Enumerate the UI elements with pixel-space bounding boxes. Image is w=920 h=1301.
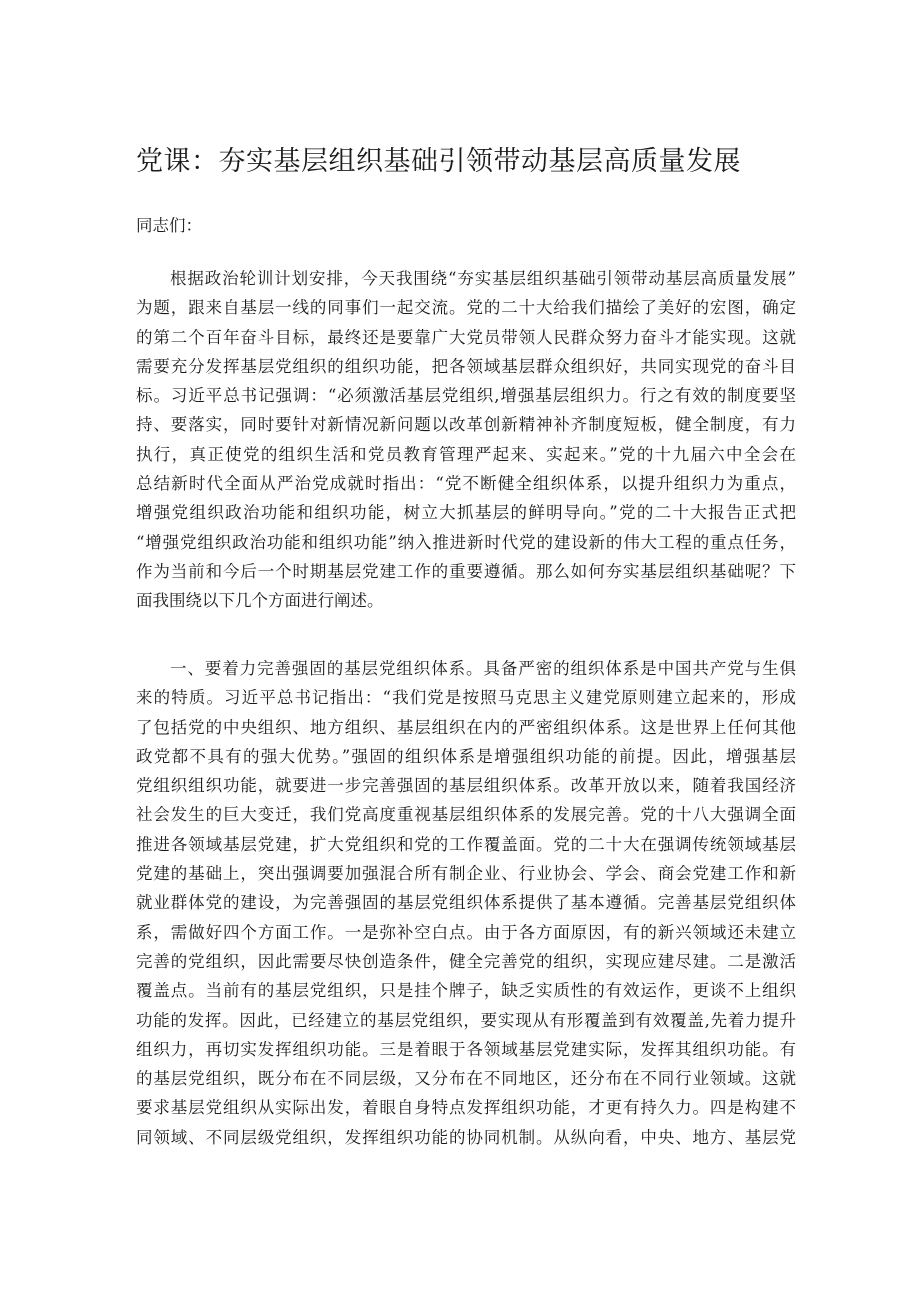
paragraph-line: 为题，跟来自基层一线的同事们一起交流。党的二十大给我们描绘了美好的宏图，确定 (136, 298, 796, 318)
paragraph-line: 推进各领域基层党建，扩大党组织和党的工作覆盖面。党的二十大在强调传统领域基层 (136, 834, 796, 854)
paragraph-line: 党组织组织功能，就要进一步完善强固的基层组织体系。改革开放以来，随着我国经济 (136, 776, 796, 796)
paragraph-line: 总结新时代全面从严治党成就时指出：“党不断健全组织体系，以提升组织力为重点， (136, 474, 796, 494)
document-title: 党课：夯实基层组织基础引领带动基层高质量发展 (136, 146, 741, 177)
paragraph-line: 党建的基础上，突出强调要加强混合所有制企业、行业协会、学会、商会党建工作和新 (136, 864, 796, 884)
paragraph-line: “增强党组织政治功能和组织功能”纳入推进新时代党的建设新的伟大工程的重点任务， (136, 532, 796, 552)
paragraph-line: 面我围绕以下几个方面进行阐述。 (136, 591, 384, 611)
paragraph-line: 政党都不具有的强大优势。”强固的组织体系是增强组织功能的前提。因此，增强基层 (136, 746, 796, 766)
paragraph-line: 根据政治轮训计划安排，今天我围绕“夯实基层组织基础引领带动基层高质量发展” (170, 269, 796, 288)
salutation: 同志们： (136, 216, 202, 235)
paragraph-line: 系，需做好四个方面工作。一是弥补空白点。由于各方面原因，有的新兴领域还未建立 (136, 922, 796, 942)
paragraph-intro (136, 264, 796, 616)
paragraph-line: 同领域、不同层级党组织，发挥组织功能的协同机制。从纵向看，中央、地方、基层党 (136, 1127, 796, 1147)
paragraph-line: 要求基层党组织从实际出发，着眼自身特点发挥组织功能，才更有持久力。四是构建不 (136, 1098, 796, 1118)
paragraph-line: 就业群体党的建设，为完善强固的基层党组织体系提供了基本遵循。完善基层党组织体 (136, 893, 796, 913)
paragraph-line: 覆盖点。当前有的基层党组织，只是挂个牌子，缺乏实质性的有效运作，更谈不上组织 (136, 981, 796, 1001)
paragraph-line: 组织力，再切实发挥组织功能。三是着眼于各领域基层党建实际，发挥其组织功能。有 (136, 1039, 796, 1059)
paragraph-line: 需要充分发挥基层党组织的组织功能，把各领域基层群众组织好，共同实现党的奋斗目 (136, 356, 796, 376)
paragraph-line: 一、要着力完善强固的基层党组织体系。具备严密的组织体系是中国共产党与生俱 (170, 659, 796, 678)
paragraph-line: 完善的党组织，因此需要尽快创造条件，健全完善党的组织，实现应建尽建。二是激活 (136, 951, 796, 971)
paragraph-line: 持、要落实，同时要针对新情况新问题以改革创新精神补齐制度短板，健全制度，有力 (136, 415, 796, 435)
paragraph-line: 的第二个百年奋斗目标，最终还是要靠广大党员带领人民群众努力奋斗才能实现。这就 (136, 327, 796, 347)
paragraph-line: 作为当前和今后一个时期基层党建工作的重要遵循。那么如何夯实基层组织基础呢？下 (136, 561, 796, 581)
paragraph-line: 了包括党的中央组织、地方组织、基层组织在内的严密组织体系。这是世界上任何其他 (136, 717, 796, 737)
paragraph-line: 来的特质。习近平总书记指出：“我们党是按照马克思主义建党原则建立起来的，形成 (136, 688, 796, 708)
paragraph-line: 标。习近平总书记强调：“必须激活基层党组织,增强基层组织力。行之有效的制度要坚 (136, 386, 796, 406)
paragraph-line: 增强党组织政治功能和组织功能，树立大抓基层的鲜明导向。”党的二十大报告正式把 (136, 503, 796, 523)
paragraph-line: 执行，真正使党的组织生活和党员教育管理严起来、实起来。”党的十九届六中全会在 (136, 444, 796, 464)
paragraph-line: 功能的发挥。因此，已经建立的基层党组织，要实现从有形覆盖到有效覆盖,先着力提升 (136, 1010, 796, 1030)
paragraph-line: 的基层党组织，既分布在不同层级，又分布在不同地区，还分布在不同行业领域。这就 (136, 1069, 796, 1089)
paragraph-line: 社会发生的巨大变迁，我们党高度重视基层组织体系的发展完善。党的十八大强调全面 (136, 805, 796, 825)
paragraph-section-one (136, 654, 796, 1152)
